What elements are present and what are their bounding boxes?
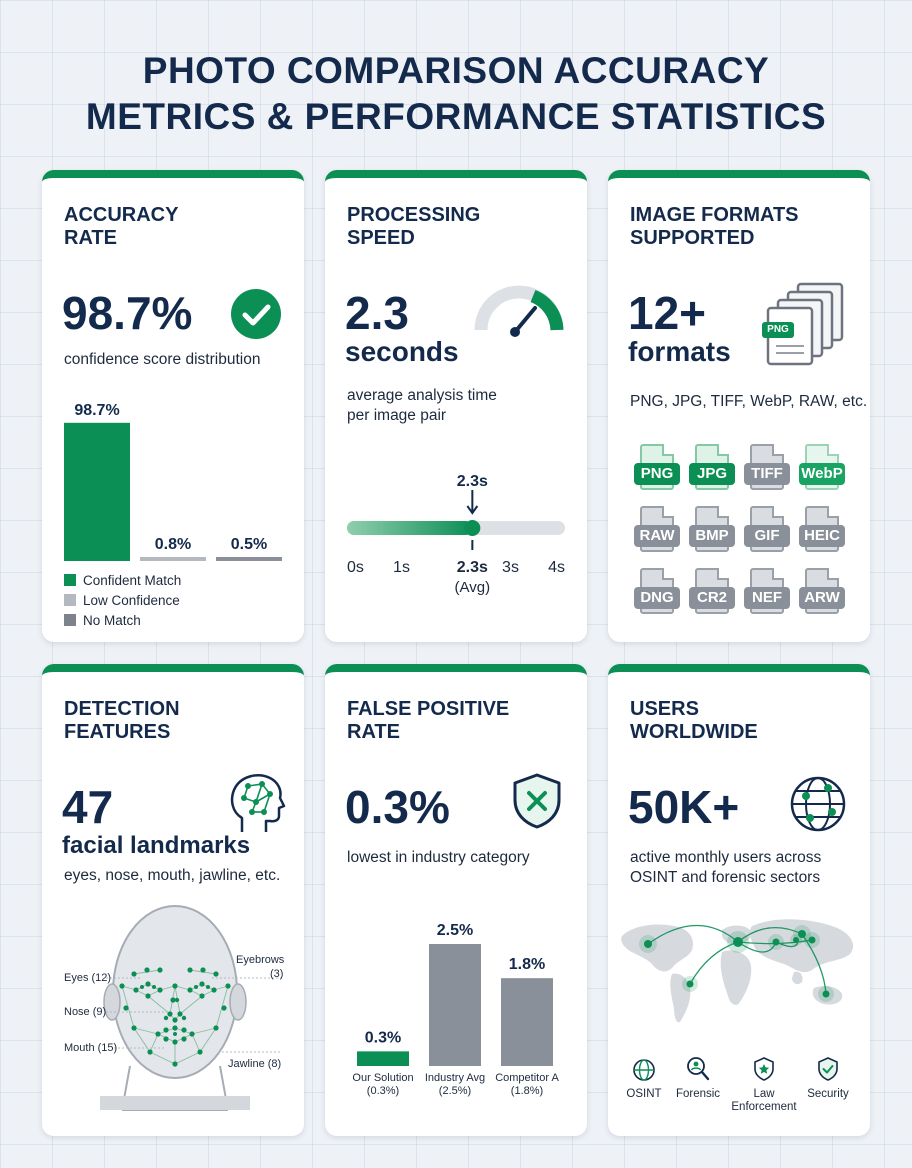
speed-card	[325, 170, 587, 642]
format-file-arw	[799, 568, 845, 618]
detection-card	[42, 664, 304, 1136]
sector-osint-label: OSINT	[626, 1088, 662, 1100]
bar-industry-avg	[429, 944, 481, 1066]
speed-marker-arrow	[467, 490, 477, 513]
accuracy-value: 98.7%	[62, 287, 193, 339]
speed-tick-label: 4s	[548, 559, 565, 576]
format-tag: GIF	[744, 525, 790, 547]
format-tag: WebP	[799, 463, 845, 485]
bar-value-label: 1.8%	[508, 956, 546, 974]
speed-desc-line-2: per image pair	[347, 407, 447, 424]
speed-tick-label: 0s	[347, 559, 364, 576]
detection-unit: facial landmarks	[62, 832, 251, 859]
legend-low-confidence	[64, 593, 180, 608]
legend-label-confident: Confident Match	[83, 573, 182, 588]
x-axis-label: Competitor A	[495, 1072, 559, 1084]
format-file-tiff	[744, 444, 790, 494]
format-tag: CR2	[689, 587, 735, 609]
legend-confident-match	[64, 573, 181, 588]
bar-value-label: 0.3%	[364, 1029, 402, 1047]
formats-title: IMAGE FORMATS SUPPORTED	[630, 204, 799, 249]
accuracy-desc: confidence score distribution	[64, 351, 261, 368]
formats-card	[608, 170, 870, 642]
users-desc-line-2: OSINT and forensic sectors	[630, 869, 821, 886]
speed-value: 2.3	[345, 287, 409, 339]
bar-competitor-a	[501, 978, 553, 1066]
label-eyebrows: Eyebrows	[236, 954, 285, 966]
x-axis-label: Industry Avg	[424, 1072, 486, 1084]
format-file-jpg	[689, 444, 735, 494]
false-positive-title: FALSE POSITIVE RATE	[347, 698, 510, 743]
label-nose: Nose (9)	[64, 1006, 107, 1018]
page-title-line-1: PHOTO COMPARISON ACCURACY	[142, 50, 770, 91]
speed-title: PROCESSING SPEED	[347, 204, 481, 249]
check-circle-icon	[230, 288, 282, 340]
accuracy-bar-chart	[42, 383, 304, 563]
globe-network-icon	[788, 774, 848, 834]
sector-security-label: Security	[807, 1088, 849, 1100]
formats-value: 12+	[628, 287, 707, 339]
legend-label-low: Low Confidence	[83, 593, 180, 608]
format-tag: PNG	[634, 463, 680, 485]
speed-tick-label: 3s	[502, 559, 519, 576]
bar-no-match	[216, 557, 282, 561]
page-title-line-2: METRICS & PERFORMANCE STATISTICS	[85, 96, 827, 137]
badge-icon	[752, 1056, 776, 1082]
bar-confident-match	[64, 423, 130, 561]
format-tag: JPG	[689, 463, 735, 485]
format-tag: NEF	[744, 587, 790, 609]
false-positive-value: 0.3%	[345, 781, 450, 833]
label-jawline: Jawline (8)	[228, 1058, 282, 1070]
label-mouth: Mouth (15)	[64, 1042, 118, 1054]
legend-no-match	[64, 613, 141, 628]
speed-fill	[347, 521, 472, 535]
speed-tick-label: 1s	[393, 559, 410, 576]
bar-value-label: 0.5%	[230, 536, 268, 553]
format-tag: HEIC	[799, 525, 845, 547]
formats-desc: PNG, JPG, TIFF, WebP, RAW, etc.	[630, 393, 868, 410]
users-title: USERS WORLDWIDE	[630, 698, 758, 743]
format-file-bmp	[689, 506, 735, 556]
x-axis-sublabel: (2.5%)	[438, 1085, 472, 1097]
bar-value-label: 2.5%	[436, 922, 474, 939]
shield-check-icon	[816, 1056, 840, 1082]
format-tag: TIFF	[744, 463, 790, 485]
format-file-raw	[634, 506, 680, 556]
sector-forensic-label: Forensic	[675, 1088, 721, 1100]
users-value: 50K+	[628, 781, 740, 833]
accuracy-title: ACCURACY RATE	[64, 204, 179, 249]
head-network-icon	[228, 770, 286, 836]
format-file-gif	[744, 506, 790, 556]
detection-desc: eyes, nose, mouth, jawline, etc.	[64, 867, 281, 884]
detection-value: 47	[62, 781, 114, 833]
false-positive-bar-chart	[325, 910, 587, 1070]
legend-label-nomatch: No Match	[83, 613, 141, 628]
format-tag: ARW	[799, 587, 845, 609]
label-eyebrows-count: (3)	[270, 968, 284, 980]
label-eyes: Eyes (12)	[64, 972, 112, 984]
speed-marker-label: 2.3s	[456, 473, 488, 490]
format-tag: RAW	[634, 525, 680, 547]
format-file-cr2	[689, 568, 735, 618]
detection-title: DETECTION FEATURES	[64, 698, 180, 743]
page-title	[0, 48, 912, 140]
legend-swatch-green	[64, 574, 76, 586]
sector-law-label: Law	[753, 1088, 775, 1100]
format-file-heic	[799, 506, 845, 556]
speedometer-icon	[473, 284, 565, 338]
magnifier-person-icon	[686, 1056, 710, 1082]
legend-swatch-gray	[64, 614, 76, 626]
users-card	[608, 664, 870, 1136]
legend-swatch-light-gray	[64, 594, 76, 606]
accuracy-card	[42, 170, 304, 642]
formats-unit: formats	[628, 336, 731, 367]
speed-desc-line-1: average analysis time	[347, 387, 497, 404]
format-file-png	[634, 444, 680, 494]
speed-tick-label: 2.3s	[456, 559, 488, 576]
bar-our-solution	[357, 1051, 409, 1066]
format-file-nef	[744, 568, 790, 618]
speed-unit: seconds	[345, 336, 459, 367]
format-tag: BMP	[689, 525, 735, 547]
speed-timeline	[325, 468, 587, 608]
sector-enforcement-label: Enforcement	[731, 1101, 797, 1113]
shield-x-icon	[511, 772, 563, 830]
stacked-files-tag: PNG	[767, 324, 789, 335]
speed-marker-dot	[464, 520, 480, 536]
false-positive-desc: lowest in industry category	[347, 849, 530, 866]
x-axis-sublabel: (0.3%)	[366, 1085, 400, 1097]
format-file-dng	[634, 568, 680, 618]
speed-avg-label: (Avg)	[454, 579, 491, 596]
world-map-illustration	[618, 912, 862, 1028]
x-axis-label: Our Solution	[352, 1072, 414, 1084]
globe-icon	[632, 1058, 656, 1082]
false-positive-card	[325, 664, 587, 1136]
users-desc-line-1: active monthly users across	[630, 849, 822, 866]
x-axis-sublabel: (1.8%)	[510, 1085, 544, 1097]
bar-value-label: 0.8%	[154, 536, 192, 553]
bar-value-label: 98.7%	[74, 401, 120, 419]
format-tag: DNG	[634, 587, 680, 609]
format-file-webp	[799, 444, 845, 494]
bar-low-confidence	[140, 557, 206, 561]
